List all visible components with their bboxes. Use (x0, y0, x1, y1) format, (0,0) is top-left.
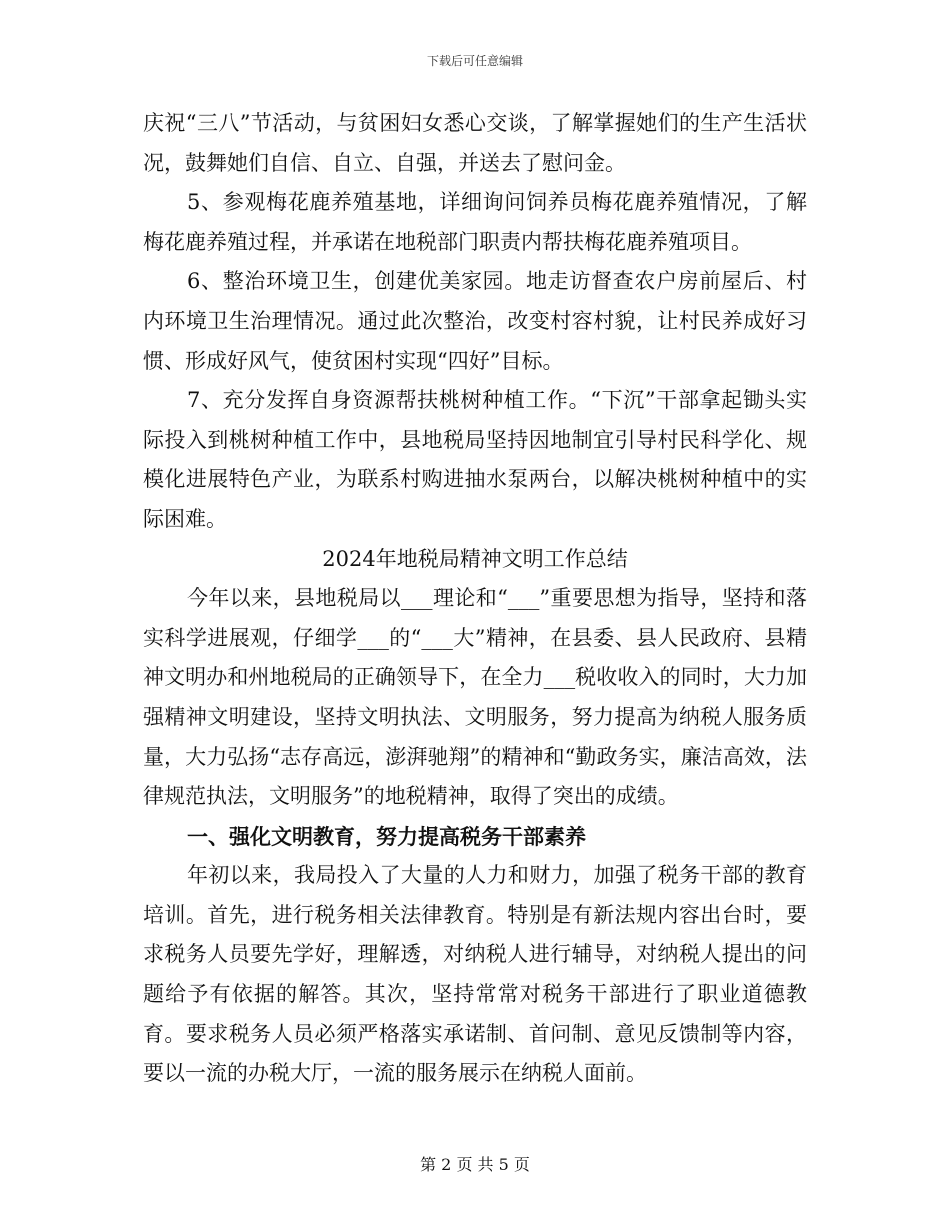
document-title: 2024年地税局精神文明工作总结 (322, 546, 628, 571)
page-header-note: 下载后可任意编辑 (426, 54, 523, 68)
paragraph-item-6: 6、整治环境卫生，创建优美家园。地走访督查农户房前屋后、村内环境卫生治理情况。通过此次整治，改变村容村貌，让村民养成好习惯、形成好风气，使贫困村实现“四好”目标。 (143, 269, 807, 373)
paragraph-item-7: 7、充分发挥自身资源帮扶桃树种植工作。“下沉”干部拿起锄头实际投入到桃树种植工作中，县地税局坚持因地制宜引导村民科学化、规模化进展特色产业，为联系村购进抽水泵两台，以解决桃树种植中的实际困难。 (143, 388, 807, 531)
paragraph-continuation: 庆祝“三八”节活动，与贫困妇女悉心交谈，了解掌握她们的生产生活状况，鼓舞她们自信、自立、自强，并送去了慰问金。 (143, 111, 807, 175)
document-body (143, 104, 807, 1094)
paragraph-item-5: 5、参观梅花鹿养殖基地，详细询问饲养员梅花鹿养殖情况，了解梅花鹿养殖过程，并承诺在地税部门职责内帮扶梅花鹿养殖项目。 (143, 190, 807, 254)
paragraph-intro: 今年以来，县地税局以___理论和“___”重要思想为指导，坚持和落实科学进展观，仔细学___的“___大”精神，在县委、县人民政府、县精神文明办和州地税局的正确领导下，在全力___税收收入的同时，大力加强精神文明建设，坚持文明执法、文明服务，努力提高为纳税人服务质量，大力弘扬“志存高远，澎湃驰翔”的精神和“勤政务实，廉洁高效，法律规范执法，文明服务”的地税精神，取得了突出的成绩。 (143, 586, 807, 809)
page-number: 第 2 页 共 5 页 (420, 1155, 530, 1174)
section-heading-1: 一、强化文明教育，努力提高税务干部素养 (187, 823, 586, 849)
paragraph-section-1: 年初以来，我局投入了大量的人力和财力，加强了税务干部的教育培训。首先，进行税务相关法律教育。特别是有新法规内容出台时，要求税务人员要先学好，理解透，对纳税人进行辅导，对纳税人提出的问题给予有依据的解答。其次，坚持常常对税务干部进行了职业道德教育。要求税务人员必须严格落实承诺制、首问制、意见反馈制等内容，要以一流的办税大厅，一流的服务展示在纳税人面前。 (143, 863, 807, 1086)
